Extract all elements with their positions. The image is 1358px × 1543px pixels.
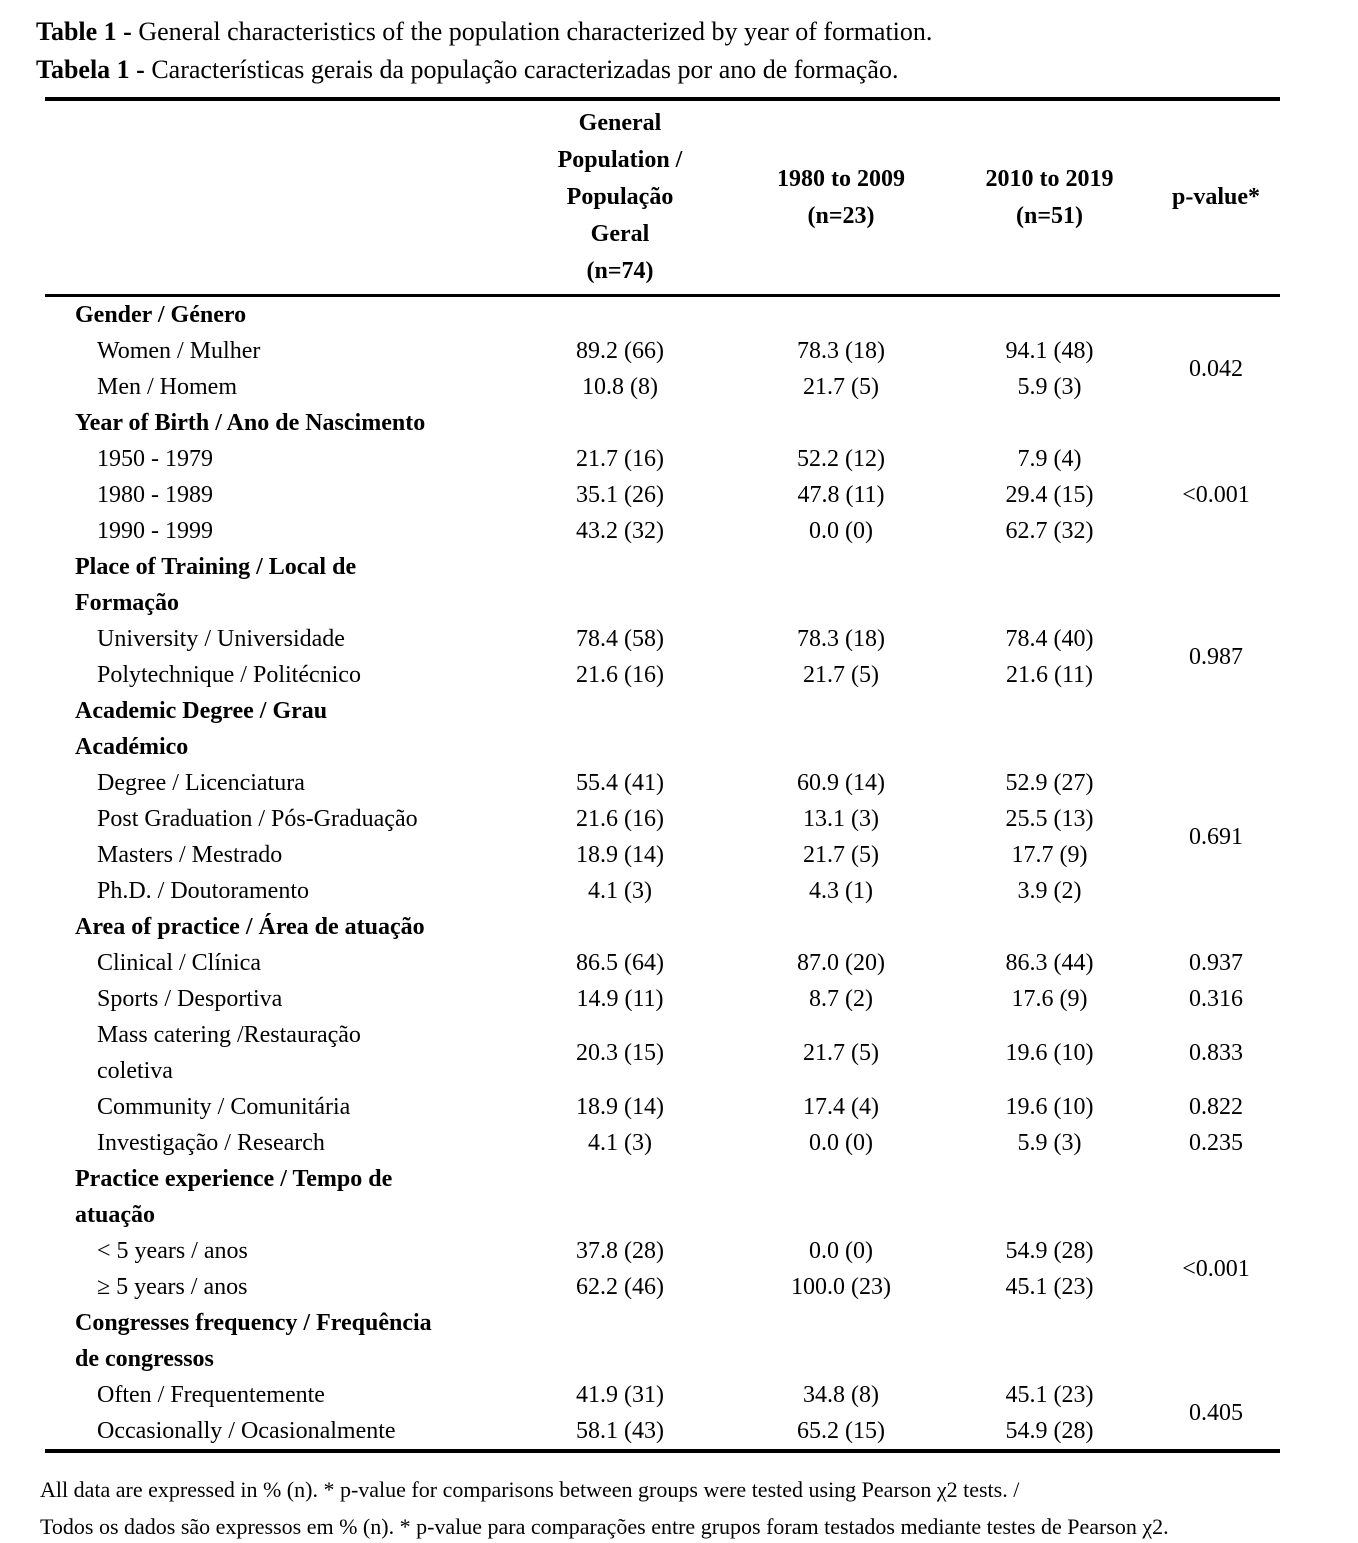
cell-value: 47.8 (11) xyxy=(797,482,885,508)
section-label: Gender / Género xyxy=(75,302,247,328)
caption-label-pt: Tabela 1 - xyxy=(36,55,145,84)
data-row xyxy=(45,1089,1280,1125)
header-line: General xyxy=(578,110,662,136)
row-label: 1990 - 1999 xyxy=(97,518,213,544)
data-row xyxy=(45,1377,1280,1413)
row-label: Mass catering /Restauração coletiva xyxy=(97,1022,361,1084)
cell-value: 37.8 (28) xyxy=(576,1238,664,1264)
p-value-cell: 0.235 xyxy=(1189,1130,1243,1156)
data-row xyxy=(45,801,1280,837)
data-row xyxy=(45,333,1280,369)
cell-value: 34.8 (8) xyxy=(803,1382,879,1408)
cell-value: 17.4 (4) xyxy=(803,1094,879,1120)
header-line: 2010 to 2019 xyxy=(985,165,1114,192)
caption-text-pt: Características gerais da população caracterizadas por ano de formação. xyxy=(144,55,899,84)
caption-label-en: Table 1 - xyxy=(36,17,132,46)
data-row xyxy=(45,441,1280,477)
row-label: University / Universidade xyxy=(97,626,345,652)
data-row xyxy=(45,981,1280,1017)
cell-value: 21.6 (11) xyxy=(1005,662,1094,688)
cell-value: 45.1 (23) xyxy=(1005,1274,1094,1300)
section-label: Congresses frequency / Frequência de congressos xyxy=(75,1310,432,1372)
cell-value: 18.9 (14) xyxy=(576,1094,664,1120)
cell-value: 54.9 (28) xyxy=(1005,1418,1094,1444)
row-label: Men / Homem xyxy=(97,374,237,400)
data-row xyxy=(45,513,1280,549)
p-value-cell: 0.405 xyxy=(1189,1400,1243,1426)
cell-value: 86.3 (44) xyxy=(1005,950,1094,976)
cell-value: 4.1 (3) xyxy=(588,1130,652,1156)
row-label: Sports / Desportiva xyxy=(97,986,283,1012)
table-header xyxy=(45,99,1280,296)
caption-line-en xyxy=(36,13,1358,51)
section-row xyxy=(45,909,1280,945)
data-row xyxy=(45,369,1280,405)
header-line: (n=51) xyxy=(1015,202,1083,229)
section-row xyxy=(45,296,1280,334)
cell-value: 62.7 (32) xyxy=(1005,518,1094,544)
data-row xyxy=(45,1413,1280,1451)
header-line: População xyxy=(566,184,674,210)
cell-value: 21.6 (16) xyxy=(576,662,664,688)
section-label: Year of Birth / Ano de Nascimento xyxy=(75,410,426,436)
row-label: ≥ 5 years / anos xyxy=(97,1274,248,1300)
data-row xyxy=(45,1269,1280,1305)
cell-value: 21.7 (5) xyxy=(803,374,879,400)
cell-value: 5.9 (3) xyxy=(1017,1130,1082,1156)
data-row xyxy=(45,1125,1280,1161)
cell-value: 58.1 (43) xyxy=(576,1418,664,1444)
cell-value: 21.6 (16) xyxy=(576,806,664,832)
header-line: (n=74) xyxy=(586,258,654,284)
section-label: Area of practice / Área de atuação xyxy=(75,914,425,940)
cell-value: 78.4 (40) xyxy=(1005,626,1094,652)
cell-value: 17.6 (9) xyxy=(1011,986,1088,1012)
cell-value: 21.7 (5) xyxy=(803,662,879,688)
caption-line-pt xyxy=(36,51,1358,89)
cell-value: 25.5 (13) xyxy=(1005,806,1094,832)
cell-value: 0.0 (0) xyxy=(809,1130,873,1156)
cell-value: 18.9 (14) xyxy=(576,842,664,868)
data-row xyxy=(45,945,1280,981)
cell-value: 87.0 (20) xyxy=(797,950,885,976)
section-row xyxy=(45,1161,1280,1233)
cell-value: 3.9 (2) xyxy=(1017,878,1082,904)
column-header-label xyxy=(45,99,505,296)
row-label: Masters / Mestrado xyxy=(97,842,283,868)
cell-value: 7.9 (4) xyxy=(1017,446,1082,472)
cell-value: 29.4 (15) xyxy=(1005,482,1094,508)
column-header-general-population xyxy=(505,99,735,296)
cell-value: 4.1 (3) xyxy=(588,878,652,904)
row-label: Occasionally / Ocasionalmente xyxy=(97,1418,396,1444)
cell-value: 65.2 (15) xyxy=(797,1418,885,1444)
header-line: (n=23) xyxy=(807,202,875,229)
cell-value: 60.9 (14) xyxy=(797,770,885,796)
row-label: 1980 - 1989 xyxy=(97,482,213,508)
footnote-line-en: All data are expressed in % (n). * p-value for comparisons between groups were tested using Pearson χ2 tests. / xyxy=(40,1477,1020,1502)
footnote-line-pt: Todos os dados são expressos em % (n). * p-value para comparações entre grupos foram testados mediante testes de Pearson χ2. xyxy=(40,1514,1169,1539)
cell-value: 21.7 (5) xyxy=(803,842,879,868)
cell-value: 100.0 (23) xyxy=(791,1274,891,1300)
cell-value: 20.3 (15) xyxy=(576,1040,664,1066)
p-value-cell: 0.987 xyxy=(1189,644,1243,670)
header-line: 1980 to 2009 xyxy=(777,165,905,192)
p-value-cell: 0.691 xyxy=(1189,824,1243,850)
cell-value: 5.9 (3) xyxy=(1017,374,1082,400)
cell-value: 89.2 (66) xyxy=(576,338,664,364)
section-row xyxy=(45,693,1280,765)
p-value-cell: <0.001 xyxy=(1182,1256,1250,1282)
characteristics-table xyxy=(45,97,1280,1453)
section-label: Academic Degree / Grau Académico xyxy=(75,698,328,760)
row-label: Degree / Licenciatura xyxy=(97,770,305,796)
cell-value: 21.7 (16) xyxy=(576,446,664,472)
p-value-cell: 0.833 xyxy=(1189,1040,1243,1066)
data-row xyxy=(45,477,1280,513)
cell-value: 62.2 (46) xyxy=(576,1274,664,1300)
cell-value: 41.9 (31) xyxy=(576,1382,664,1408)
data-row xyxy=(45,621,1280,657)
section-label: Place of Training / Local de Formação xyxy=(75,554,357,616)
cell-value: 54.9 (28) xyxy=(1005,1238,1094,1264)
cell-value: 14.9 (11) xyxy=(576,986,664,1012)
p-value-cell: 0.937 xyxy=(1189,950,1243,976)
cell-value: 8.7 (2) xyxy=(809,986,873,1012)
cell-value: 0.0 (0) xyxy=(809,1238,873,1264)
header-line: Geral xyxy=(590,221,650,247)
data-row xyxy=(45,873,1280,909)
data-row xyxy=(45,1233,1280,1269)
row-label: < 5 years / anos xyxy=(97,1238,248,1264)
cell-value: 78.3 (18) xyxy=(797,626,885,652)
cell-value: 94.1 (48) xyxy=(1005,338,1094,364)
p-value-cell: <0.001 xyxy=(1182,482,1250,508)
p-value-cell: 0.316 xyxy=(1189,986,1243,1012)
column-header-pvalue: p-value* xyxy=(1171,184,1260,210)
p-value-cell: 0.042 xyxy=(1189,356,1243,382)
row-label: Community / Comunitária xyxy=(97,1094,351,1120)
section-label: Practice experience / Tempo de atuação xyxy=(75,1166,393,1228)
row-label: Investigação / Research xyxy=(97,1130,325,1156)
cell-value: 4.3 (1) xyxy=(809,878,873,904)
cell-value: 45.1 (23) xyxy=(1005,1382,1094,1408)
caption-text-en: General characteristics of the population characterized by year of formation. xyxy=(131,17,933,46)
column-header-1980-2009 xyxy=(735,99,947,296)
p-value-cell: 0.822 xyxy=(1189,1094,1243,1120)
cell-value: 10.8 (8) xyxy=(582,374,658,400)
cell-value: 21.7 (5) xyxy=(803,1040,879,1066)
cell-value: 19.6 (10) xyxy=(1005,1040,1094,1066)
row-label: Polytechnique / Politécnico xyxy=(97,662,361,688)
row-label: Clinical / Clínica xyxy=(97,950,261,976)
cell-value: 52.2 (12) xyxy=(797,446,885,472)
cell-value: 19.6 (10) xyxy=(1005,1094,1094,1120)
row-label: Women / Mulher xyxy=(97,338,261,364)
header-line: Population / xyxy=(557,147,683,173)
cell-value: 13.1 (3) xyxy=(803,806,879,832)
data-row xyxy=(45,657,1280,693)
column-header-2010-2019 xyxy=(947,99,1152,296)
section-row xyxy=(45,405,1280,441)
cell-value: 43.2 (32) xyxy=(576,518,664,544)
cell-value: 17.7 (9) xyxy=(1011,842,1088,868)
table-caption xyxy=(36,13,1358,89)
row-label: Often / Frequentemente xyxy=(97,1382,325,1408)
cell-value: 35.1 (26) xyxy=(576,482,664,508)
data-row xyxy=(45,837,1280,873)
cell-value: 0.0 (0) xyxy=(809,518,873,544)
section-row xyxy=(45,1305,1280,1377)
header-row xyxy=(45,99,1280,296)
section-row xyxy=(45,549,1280,621)
data-row xyxy=(45,765,1280,801)
table-footnote xyxy=(40,1471,1358,1543)
row-label: Post Graduation / Pós-Graduação xyxy=(97,806,418,832)
table-body xyxy=(45,296,1280,1452)
cell-value: 52.9 (27) xyxy=(1005,770,1094,796)
cell-value: 55.4 (41) xyxy=(576,770,664,796)
cell-value: 86.5 (64) xyxy=(576,950,664,976)
cell-value: 78.4 (58) xyxy=(576,626,664,652)
data-row xyxy=(45,1017,1280,1089)
row-label: Ph.D. / Doutoramento xyxy=(97,878,309,904)
row-label: 1950 - 1979 xyxy=(97,446,213,472)
cell-value: 78.3 (18) xyxy=(797,338,885,364)
